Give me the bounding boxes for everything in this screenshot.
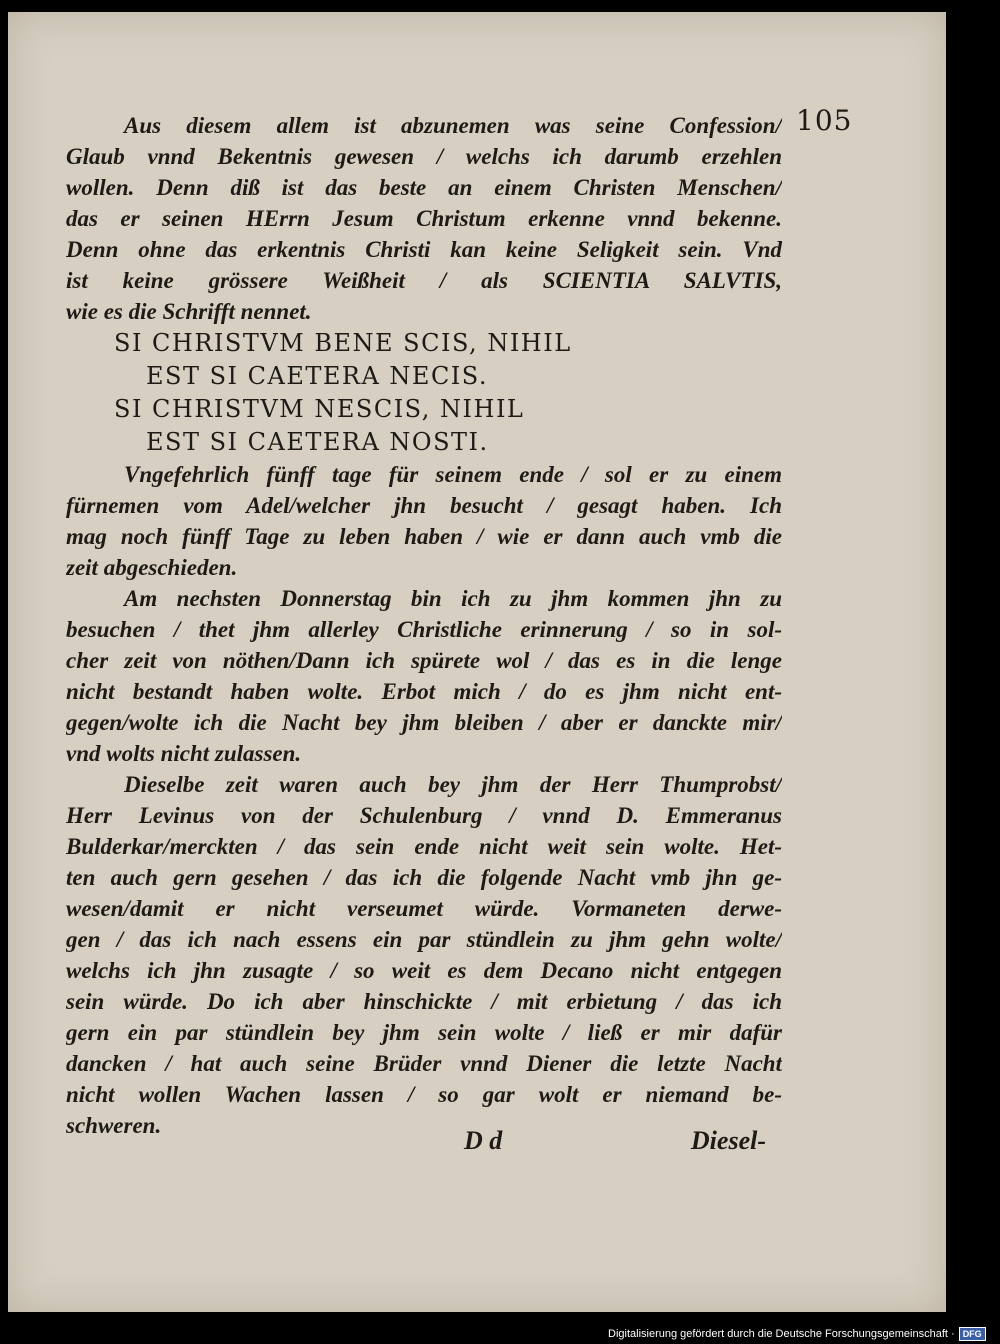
text-line: Bulderkar/merckten / das sein ende nicht weit sein wolte. Het- bbox=[66, 834, 782, 859]
text-line: welchs ich jhn zusagte / so weit es dem Decano nicht entgegen bbox=[66, 958, 782, 983]
text-line: mag noch fünff Tage zu leben haben / wie er dann auch vmb die bbox=[66, 524, 782, 549]
text-line: Aus diesem allem ist abzunemen was seine Confession/ bbox=[124, 113, 782, 138]
text-line: vnd wolts nicht zulassen. bbox=[66, 741, 302, 766]
text-line: besuchen / thet jhm allerley Christliche erinnerung / so in sol- bbox=[66, 617, 782, 642]
text-line: ist keine grössere Weißheit / als SCIENTIA SALVTIS, bbox=[66, 268, 782, 293]
page-number: 105 bbox=[796, 104, 853, 137]
text-line: gen / das ich nach essens ein par stündlein zu jhm gehn wolte/ bbox=[66, 927, 782, 952]
page-text bbox=[66, 110, 782, 1141]
text-line: ten auch gern gesehen / das ich die folgende Nacht vmb jhn ge- bbox=[66, 865, 782, 890]
text-line: nicht wollen Wachen lassen / so gar wolt er niemand be- bbox=[66, 1082, 782, 1107]
verse-line: SI CHRISTVM NESCIS, NIHIL bbox=[114, 395, 525, 423]
text-line: gegen/wolte ich die Nacht bey jhm bleiben / aber er danckte mir/ bbox=[66, 710, 782, 735]
verse-line: SI CHRISTVM BENE SCIS, NIHIL bbox=[114, 329, 572, 357]
signature-mark: D d bbox=[464, 1126, 503, 1155]
catchword: Diesel- bbox=[690, 1126, 766, 1155]
text-line: fürnemen vom Adel/welcher jhn besucht / gesagt haben. Ich bbox=[66, 493, 782, 518]
text-line: Herr Levinus von der Schulenburg / vnnd D. Emmeranus bbox=[66, 803, 782, 828]
text-line: wie es die Schrifft nennet. bbox=[66, 299, 312, 324]
page-foot bbox=[66, 1126, 766, 1166]
text-line: Am nechsten Donnerstag bin ich zu jhm kommen jhn zu bbox=[124, 586, 782, 611]
text-line: dancken / hat auch seine Brüder vnnd Diener die letzte Nacht bbox=[66, 1051, 782, 1076]
text-line: cher zeit von nöthen/Dann ich spürete wol / das es in die lenge bbox=[66, 648, 782, 673]
text-line: wollen. Denn diß ist das beste an einem Christen Menschen/ bbox=[66, 175, 782, 200]
text-line: Vngefehrlich fünff tage für seinem ende / sol er zu einem bbox=[124, 462, 782, 487]
text-line: nicht bestandt haben wolte. Erbot mich / do es jhm nicht ent- bbox=[66, 679, 782, 704]
book-page bbox=[8, 12, 946, 1312]
dfg-logo-icon: DFG bbox=[959, 1327, 986, 1341]
verse-line: EST SI CAETERA NOSTI. bbox=[146, 428, 489, 456]
footer-text: Digitalisierung gefördert durch die Deutsche Forschungsgemeinschaft · bbox=[608, 1328, 955, 1340]
text-line: wesen/damit er nicht verseumet würde. Vormaneten derwe- bbox=[66, 896, 782, 921]
text-line: Denn ohne das erkentnis Christi kan keine Seligkeit sein. Vnd bbox=[66, 237, 782, 262]
footer-credit bbox=[608, 1326, 986, 1342]
text-line: gern ein par stündlein bey jhm sein wolte / ließ er mir dafür bbox=[66, 1020, 782, 1045]
text-line: zeit abgeschieden. bbox=[66, 555, 238, 580]
text-line: schweren. bbox=[66, 1113, 162, 1138]
verse-line: EST SI CAETERA NECIS. bbox=[146, 362, 488, 390]
text-line: Dieselbe zeit waren auch bey jhm der Herr Thumprobst/ bbox=[124, 772, 782, 797]
text-line: sein würde. Do ich aber hinschickte / mit erbietung / das ich bbox=[66, 989, 782, 1014]
text-line: das er seinen HErrn Jesum Christum erkenne vnnd bekenne. bbox=[66, 206, 782, 231]
text-line: Glaub vnnd Bekentnis gewesen / welchs ich darumb erzehlen bbox=[66, 144, 782, 169]
